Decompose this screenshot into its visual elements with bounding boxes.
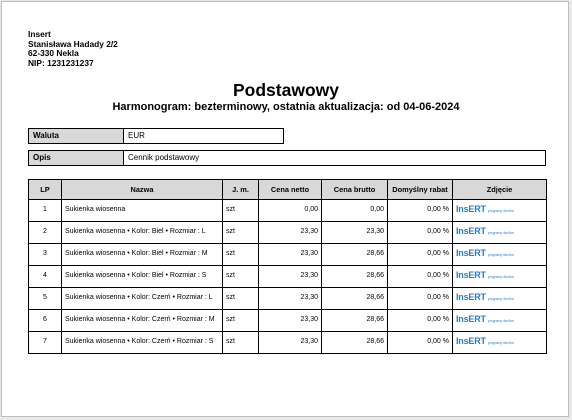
cell-picture xyxy=(453,332,547,354)
company-city: 62-330 Nekla xyxy=(28,48,79,59)
insert-logo-image xyxy=(456,227,543,238)
cell-name: Sukienka wiosenna • Kolor: Biel • Rozmiar : M xyxy=(62,244,223,266)
cell-lp: 1 xyxy=(29,200,62,222)
cell-unit: szt xyxy=(223,244,259,266)
cell-discount: 0,00 % xyxy=(388,244,453,266)
cell-discount: 0,00 % xyxy=(388,288,453,310)
cell-net-price: 23,30 xyxy=(259,332,322,354)
cell-discount: 0,00 % xyxy=(388,200,453,222)
table-row xyxy=(29,288,547,310)
cell-name: Sukienka wiosenna • Kolor: Biel • Rozmiar : L xyxy=(62,222,223,244)
logo-text: InsERT xyxy=(456,204,486,215)
description-label: Opis xyxy=(28,150,124,166)
cell-gross-price: 28,66 xyxy=(322,266,388,288)
logo-text: InsERT xyxy=(456,270,486,281)
price-table xyxy=(28,179,547,354)
cell-lp: 4 xyxy=(29,266,62,288)
cell-unit: szt xyxy=(223,310,259,332)
cell-gross-price: 28,66 xyxy=(322,288,388,310)
cell-gross-price: 23,30 xyxy=(322,222,388,244)
cell-name: Sukienka wiosenna • Kolor: Czerń • Rozmiar : L xyxy=(62,288,223,310)
table-row xyxy=(29,222,547,244)
cell-picture xyxy=(453,310,547,332)
cell-name: Sukienka wiosenna • Kolor: Biel • Rozmiar : S xyxy=(62,266,223,288)
logo-text: InsERT xyxy=(456,336,486,347)
table-row xyxy=(29,332,547,354)
cell-net-price: 0,00 xyxy=(259,200,322,222)
insert-logo-image xyxy=(456,293,543,304)
cell-name: Sukienka wiosenna • Kolor: Czerń • Rozmiar : M xyxy=(62,310,223,332)
logo-tagline: programy dla firm xyxy=(487,319,515,324)
cell-gross-price: 28,66 xyxy=(322,332,388,354)
cell-lp: 5 xyxy=(29,288,62,310)
cell-name: Sukienka wiosenna • Kolor: Czerń • Rozmiar : S xyxy=(62,332,223,354)
logo-text: InsERT xyxy=(456,248,486,259)
cell-unit: szt xyxy=(223,200,259,222)
table-row xyxy=(29,244,547,266)
header-gross-price: Cena brutto xyxy=(322,180,388,200)
cell-unit: szt xyxy=(223,266,259,288)
currency-label: Waluta xyxy=(28,128,124,144)
logo-tagline: programy dla firm xyxy=(487,209,515,214)
description-value: Cennik podstawowy xyxy=(124,150,546,166)
cell-lp: 7 xyxy=(29,332,62,354)
cell-discount: 0,00 % xyxy=(388,222,453,244)
cell-unit: szt xyxy=(223,332,259,354)
description-row xyxy=(28,150,546,166)
table-header-row xyxy=(29,180,547,200)
cell-picture xyxy=(453,200,547,222)
cell-net-price: 23,30 xyxy=(259,288,322,310)
cell-discount: 0,00 % xyxy=(388,266,453,288)
cell-discount: 0,00 % xyxy=(388,332,453,354)
table-row xyxy=(29,266,547,288)
cell-net-price: 23,30 xyxy=(259,266,322,288)
table-row xyxy=(29,310,547,332)
cell-gross-price: 0,00 xyxy=(322,200,388,222)
company-street: Stanisława Hadady 2/2 xyxy=(28,38,118,49)
insert-logo-image xyxy=(456,271,543,282)
insert-logo-image xyxy=(456,205,543,216)
logo-tagline: programy dla firm xyxy=(487,341,515,346)
logo-text: InsERT xyxy=(456,314,486,325)
logo-tagline: programy dla firm xyxy=(487,253,515,258)
cell-discount: 0,00 % xyxy=(388,310,453,332)
document-subtitle: Harmonogram: bezterminowy, ostatnia aktualizacja: od 04-06-2024 xyxy=(112,101,460,113)
logo-tagline: programy dla firm xyxy=(487,231,515,236)
currency-row xyxy=(28,128,284,144)
cell-gross-price: 28,66 xyxy=(322,310,388,332)
cell-unit: szt xyxy=(223,288,259,310)
logo-text: InsERT xyxy=(456,226,486,237)
insert-logo-image xyxy=(456,315,543,326)
document-title: Podstawowy xyxy=(233,80,339,100)
cell-name: Sukienka wiosenna xyxy=(62,200,223,222)
logo-tagline: programy dla firm xyxy=(487,297,515,302)
cell-picture xyxy=(453,244,547,266)
cell-net-price: 23,30 xyxy=(259,244,322,266)
insert-logo-image xyxy=(456,249,543,260)
company-name: Insert xyxy=(28,29,51,39)
company-nip: NIP: 1231231237 xyxy=(28,57,94,68)
cell-lp: 2 xyxy=(29,222,62,244)
insert-logo-image xyxy=(456,337,543,348)
cell-picture xyxy=(453,266,547,288)
cell-picture xyxy=(453,222,547,244)
cell-lp: 6 xyxy=(29,310,62,332)
company-block xyxy=(28,30,118,68)
currency-value: EUR xyxy=(124,128,284,144)
header-discount: Domyślny rabat xyxy=(388,180,453,200)
logo-text: InsERT xyxy=(456,292,486,303)
cell-gross-price: 28,66 xyxy=(322,244,388,266)
table-row xyxy=(29,200,547,222)
header-net-price: Cena netto xyxy=(259,180,322,200)
header-picture: Zdjęcie xyxy=(453,180,547,200)
cell-picture xyxy=(453,288,547,310)
header-lp: LP xyxy=(29,180,62,200)
logo-tagline: programy dla firm xyxy=(487,275,515,280)
cell-lp: 3 xyxy=(29,244,62,266)
header-unit: J. m. xyxy=(223,180,259,200)
cell-unit: szt xyxy=(223,222,259,244)
cell-net-price: 23,30 xyxy=(259,222,322,244)
header-name: Nazwa xyxy=(62,180,223,200)
cell-net-price: 23,30 xyxy=(259,310,322,332)
